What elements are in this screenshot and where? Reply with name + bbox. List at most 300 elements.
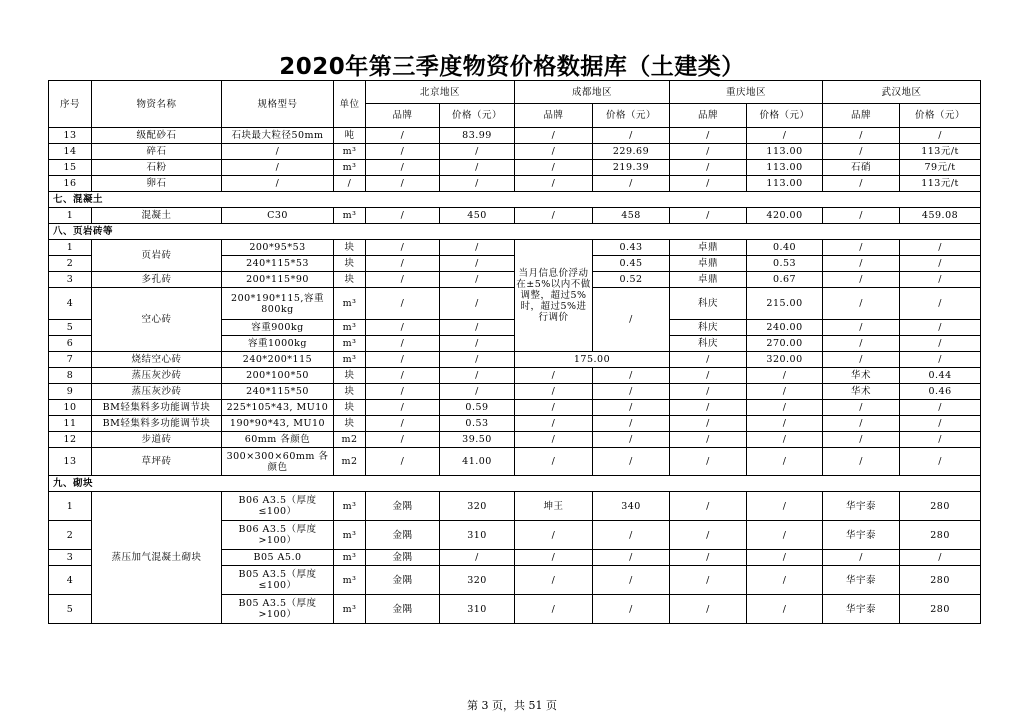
table-row: [49, 128, 981, 144]
brand-cell: /: [823, 144, 900, 160]
price-cell: /: [440, 240, 515, 256]
price-cell: /: [747, 492, 823, 521]
name-cell: 草坪砖: [92, 448, 222, 476]
name-cell: 多孔砖: [92, 272, 222, 288]
price-cell: /: [593, 288, 670, 352]
price-cell: /: [440, 160, 515, 176]
price-cell: 450: [440, 208, 515, 224]
price-cell: 175.00: [515, 352, 670, 368]
price-cell: 459.08: [900, 208, 981, 224]
brand-cell: /: [366, 384, 440, 400]
section-row: [49, 476, 981, 492]
price-cell: /: [440, 272, 515, 288]
name-cell: 步道砖: [92, 432, 222, 448]
brand-cell: /: [366, 160, 440, 176]
seq-cell: 5: [49, 320, 92, 336]
header-region-wuhan: 武汉地区: [823, 81, 981, 104]
spec-cell: 容重900kg: [222, 320, 334, 336]
unit-cell: m³: [334, 336, 366, 352]
price-cell: /: [593, 400, 670, 416]
price-cell: 113元/t: [900, 176, 981, 192]
unit-cell: m³: [334, 320, 366, 336]
price-cell: /: [900, 416, 981, 432]
brand-cell: /: [823, 550, 900, 566]
name-cell: 蒸压灰沙砖: [92, 368, 222, 384]
price-cell: /: [593, 521, 670, 550]
brand-cell: /: [670, 384, 747, 400]
unit-cell: /: [334, 176, 366, 192]
price-cell: /: [900, 320, 981, 336]
name-cell: 级配砂石: [92, 128, 222, 144]
brand-cell: 石硝: [823, 160, 900, 176]
unit-cell: 吨: [334, 128, 366, 144]
seq-cell: 13: [49, 128, 92, 144]
price-cell: 0.43: [593, 240, 670, 256]
price-cell: 0.45: [593, 256, 670, 272]
price-cell: /: [900, 336, 981, 352]
brand-cell: /: [366, 336, 440, 352]
price-cell: 320: [440, 492, 515, 521]
seq-cell: 13: [49, 448, 92, 476]
brand-cell: /: [366, 416, 440, 432]
price-cell: /: [747, 595, 823, 624]
brand-cell: /: [670, 160, 747, 176]
seq-cell: 8: [49, 368, 92, 384]
price-cell: 215.00: [747, 288, 823, 320]
name-cell: BM轻集料多功能调节块: [92, 400, 222, 416]
brand-cell: 科庆: [670, 288, 747, 320]
seq-cell: 11: [49, 416, 92, 432]
seq-cell: 4: [49, 566, 92, 595]
price-cell: 240.00: [747, 320, 823, 336]
brand-cell: /: [823, 288, 900, 320]
brand-cell: /: [366, 176, 440, 192]
header-price: 价格（元）: [900, 104, 981, 128]
section-row: [49, 192, 981, 208]
price-cell: /: [900, 128, 981, 144]
name-cell: 碎石: [92, 144, 222, 160]
unit-cell: m³: [334, 521, 366, 550]
unit-cell: 块: [334, 272, 366, 288]
price-cell: /: [593, 566, 670, 595]
brand-cell: 金隅: [366, 492, 440, 521]
brand-cell: /: [670, 144, 747, 160]
brand-cell: /: [670, 416, 747, 432]
spec-cell: 200*100*50: [222, 368, 334, 384]
price-cell: /: [747, 416, 823, 432]
unit-cell: 块: [334, 400, 366, 416]
spec-cell: 300×300×60mm 各颜色: [222, 448, 334, 476]
unit-cell: 块: [334, 240, 366, 256]
brand-cell: /: [515, 400, 593, 416]
price-cell: 0.59: [440, 400, 515, 416]
header-price: 价格（元）: [440, 104, 515, 128]
header-name: 物资名称: [92, 81, 222, 128]
seq-cell: 2: [49, 256, 92, 272]
price-cell: 0.67: [747, 272, 823, 288]
brand-cell: /: [670, 566, 747, 595]
brand-cell: /: [670, 400, 747, 416]
price-cell: /: [440, 288, 515, 320]
spec-cell: 200*95*53: [222, 240, 334, 256]
unit-cell: m³: [334, 595, 366, 624]
spec-cell: /: [222, 160, 334, 176]
seq-cell: 6: [49, 336, 92, 352]
brand-cell: /: [366, 128, 440, 144]
spec-cell: 240*115*50: [222, 384, 334, 400]
seq-cell: 7: [49, 352, 92, 368]
price-cell: /: [900, 256, 981, 272]
price-cell: /: [747, 448, 823, 476]
price-cell: 0.40: [747, 240, 823, 256]
unit-cell: m³: [334, 352, 366, 368]
price-cell: 420.00: [747, 208, 823, 224]
seq-cell: 14: [49, 144, 92, 160]
brand-cell: /: [515, 432, 593, 448]
header-brand: 品牌: [366, 104, 440, 128]
brand-cell: /: [515, 595, 593, 624]
unit-cell: m2: [334, 432, 366, 448]
brand-cell: /: [515, 566, 593, 595]
brand-cell: /: [366, 208, 440, 224]
price-cell: 310: [440, 521, 515, 550]
price-cell: /: [440, 176, 515, 192]
price-cell: 79元/t: [900, 160, 981, 176]
price-cell: /: [900, 448, 981, 476]
seq-cell: 10: [49, 400, 92, 416]
spec-cell: B05 A3.5（厚度≤100）: [222, 566, 334, 595]
brand-cell: /: [670, 492, 747, 521]
price-cell: /: [593, 448, 670, 476]
price-cell: /: [900, 272, 981, 288]
brand-cell: /: [366, 352, 440, 368]
brand-cell: /: [515, 144, 593, 160]
brand-cell: /: [670, 176, 747, 192]
spec-cell: B06 A3.5（厚度≤100）: [222, 492, 334, 521]
table-row: [49, 160, 981, 176]
table-row: [49, 144, 981, 160]
price-cell: 219.39: [593, 160, 670, 176]
spec-cell: /: [222, 144, 334, 160]
spec-cell: 225*105*43, MU10: [222, 400, 334, 416]
brand-cell: /: [366, 288, 440, 320]
brand-cell: /: [366, 432, 440, 448]
brand-cell: 坤王: [515, 492, 593, 521]
section-heading: 七、混凝土: [49, 192, 981, 208]
price-cell: 280: [900, 595, 981, 624]
header-brand: 品牌: [515, 104, 593, 128]
seq-cell: 15: [49, 160, 92, 176]
price-cell: /: [440, 352, 515, 368]
price-cell: /: [593, 368, 670, 384]
price-cell: 0.52: [593, 272, 670, 288]
brand-cell: /: [670, 352, 747, 368]
brand-cell: /: [670, 432, 747, 448]
price-cell: 83.99: [440, 128, 515, 144]
brand-cell: /: [670, 448, 747, 476]
brand-cell: 华宇泰: [823, 595, 900, 624]
header-region-chongqing: 重庆地区: [670, 81, 823, 104]
section-row: [49, 224, 981, 240]
spec-cell: 190*90*43, MU10: [222, 416, 334, 432]
price-cell: 39.50: [440, 432, 515, 448]
price-cell: /: [593, 176, 670, 192]
brand-cell: /: [366, 256, 440, 272]
name-cell: BM轻集料多功能调节块: [92, 416, 222, 432]
spec-cell: C30: [222, 208, 334, 224]
price-cell: /: [440, 384, 515, 400]
brand-cell: 金隅: [366, 595, 440, 624]
price-cell: /: [900, 288, 981, 320]
brand-cell: /: [823, 336, 900, 352]
brand-cell: /: [823, 256, 900, 272]
brand-cell: /: [515, 176, 593, 192]
table-row: [49, 448, 981, 476]
seq-cell: 16: [49, 176, 92, 192]
price-cell: /: [900, 352, 981, 368]
seq-cell: 12: [49, 432, 92, 448]
spec-cell: B05 A3.5（厚度>100）: [222, 595, 334, 624]
unit-cell: m³: [334, 144, 366, 160]
brand-cell: /: [823, 128, 900, 144]
price-cell: 229.69: [593, 144, 670, 160]
name-cell: 蒸压加气混凝土砌块: [92, 492, 222, 624]
table-row: [49, 416, 981, 432]
table-row: [49, 400, 981, 416]
price-cell: /: [440, 320, 515, 336]
table-row: [49, 208, 981, 224]
price-cell: 280: [900, 521, 981, 550]
seq-cell: 3: [49, 550, 92, 566]
price-cell: 270.00: [747, 336, 823, 352]
unit-cell: 块: [334, 416, 366, 432]
price-cell: /: [900, 432, 981, 448]
brand-cell: 金隅: [366, 566, 440, 595]
section-heading: 九、砌块: [49, 476, 981, 492]
seq-cell: 1: [49, 240, 92, 256]
price-cell: /: [900, 550, 981, 566]
brand-cell: /: [366, 368, 440, 384]
brand-cell: 金隅: [366, 521, 440, 550]
price-cell: 113.00: [747, 176, 823, 192]
unit-cell: 块: [334, 384, 366, 400]
price-cell: /: [593, 384, 670, 400]
brand-cell: 华宇泰: [823, 492, 900, 521]
brand-cell: /: [823, 240, 900, 256]
spec-cell: B05 A5.0: [222, 550, 334, 566]
name-cell: 蒸压灰沙砖: [92, 384, 222, 400]
name-cell: 石粉: [92, 160, 222, 176]
unit-cell: m³: [334, 550, 366, 566]
price-cell: 41.00: [440, 448, 515, 476]
price-cell: 0.44: [900, 368, 981, 384]
unit-cell: m³: [334, 160, 366, 176]
price-cell: 280: [900, 566, 981, 595]
seq-cell: 5: [49, 595, 92, 624]
spec-cell: B06 A3.5（厚度>100）: [222, 521, 334, 550]
header-spec: 规格型号: [222, 81, 334, 128]
name-cell: 空心砖: [92, 288, 222, 352]
brand-cell: /: [515, 521, 593, 550]
brand-cell: 华宇泰: [823, 521, 900, 550]
brand-cell: /: [366, 448, 440, 476]
header-brand: 品牌: [670, 104, 747, 128]
name-cell: 烧结空心砖: [92, 352, 222, 368]
brand-cell: /: [670, 521, 747, 550]
table-row: [49, 368, 981, 384]
header-row: [49, 81, 981, 104]
price-cell: /: [747, 400, 823, 416]
price-cell: 320.00: [747, 352, 823, 368]
price-cell: /: [747, 128, 823, 144]
price-cell: /: [747, 432, 823, 448]
price-cell: 310: [440, 595, 515, 624]
brand-cell: 科庆: [670, 336, 747, 352]
price-cell: /: [593, 550, 670, 566]
brand-cell: 卓鼎: [670, 240, 747, 256]
brand-cell: /: [670, 128, 747, 144]
brand-cell: /: [366, 272, 440, 288]
spec-cell: 240*115*53: [222, 256, 334, 272]
price-cell: 0.53: [440, 416, 515, 432]
brand-cell: 华术: [823, 368, 900, 384]
price-cell: /: [440, 256, 515, 272]
price-cell: /: [440, 336, 515, 352]
price-cell: 320: [440, 566, 515, 595]
brand-cell: /: [515, 416, 593, 432]
seq-cell: 2: [49, 521, 92, 550]
brand-cell: /: [670, 368, 747, 384]
table-row: [49, 492, 981, 521]
price-cell: /: [593, 595, 670, 624]
seq-cell: 1: [49, 492, 92, 521]
spec-cell: 60mm 各颜色: [222, 432, 334, 448]
header-unit: 单位: [334, 81, 366, 128]
unit-cell: 块: [334, 256, 366, 272]
header-price: 价格（元）: [593, 104, 670, 128]
brand-cell: /: [823, 432, 900, 448]
brand-cell: 华宇泰: [823, 566, 900, 595]
name-cell: 混凝土: [92, 208, 222, 224]
brand-cell: /: [823, 416, 900, 432]
brand-cell: /: [515, 448, 593, 476]
brand-cell: /: [823, 320, 900, 336]
brand-cell: /: [366, 144, 440, 160]
table-row: [49, 352, 981, 368]
price-cell: /: [440, 368, 515, 384]
price-cell: 280: [900, 492, 981, 521]
brand-cell: /: [515, 384, 593, 400]
unit-cell: m³: [334, 288, 366, 320]
brand-cell: /: [670, 595, 747, 624]
price-cell: /: [593, 128, 670, 144]
price-cell: /: [593, 432, 670, 448]
brand-cell: 金隅: [366, 550, 440, 566]
price-cell: /: [440, 550, 515, 566]
header-region-beijing: 北京地区: [366, 81, 515, 104]
brand-cell: /: [515, 208, 593, 224]
price-cell: /: [747, 521, 823, 550]
seq-cell: 9: [49, 384, 92, 400]
header-region-chengdu: 成都地区: [515, 81, 670, 104]
spec-cell: 容重1000kg: [222, 336, 334, 352]
unit-cell: 块: [334, 368, 366, 384]
brand-cell: /: [823, 448, 900, 476]
spec-cell: 200*190*115,容重800kg: [222, 288, 334, 320]
name-cell: 卵石: [92, 176, 222, 192]
price-cell: 340: [593, 492, 670, 521]
table-row: [49, 384, 981, 400]
price-cell: 0.46: [900, 384, 981, 400]
brand-cell: /: [823, 272, 900, 288]
brand-cell: /: [515, 550, 593, 566]
unit-cell: m³: [334, 566, 366, 595]
brand-cell: 科庆: [670, 320, 747, 336]
price-table: [48, 80, 981, 624]
seq-cell: 1: [49, 208, 92, 224]
price-cell: 0.53: [747, 256, 823, 272]
brand-cell: 华术: [823, 384, 900, 400]
spec-cell: /: [222, 176, 334, 192]
seq-cell: 4: [49, 288, 92, 320]
unit-cell: m³: [334, 208, 366, 224]
spec-cell: 240*200*115: [222, 352, 334, 368]
name-cell: 页岩砖: [92, 240, 222, 272]
brand-cell: /: [366, 240, 440, 256]
brand-cell: /: [823, 208, 900, 224]
brand-cell: /: [823, 352, 900, 368]
price-cell: 113元/t: [900, 144, 981, 160]
price-cell: /: [747, 368, 823, 384]
price-cell: 113.00: [747, 160, 823, 176]
page-footer: 第 3 页，共 51 页: [467, 699, 557, 712]
brand-cell: /: [515, 368, 593, 384]
brand-cell: /: [515, 160, 593, 176]
brand-cell: /: [515, 128, 593, 144]
unit-cell: m³: [334, 492, 366, 521]
brand-cell: /: [823, 400, 900, 416]
brand-cell: /: [366, 320, 440, 336]
price-cell: 113.00: [747, 144, 823, 160]
brand-cell: /: [670, 208, 747, 224]
price-cell: /: [747, 384, 823, 400]
header-seq: 序号: [49, 81, 92, 128]
price-cell: /: [440, 144, 515, 160]
brand-cell: 卓鼎: [670, 256, 747, 272]
table-row: [49, 432, 981, 448]
price-cell: /: [747, 566, 823, 595]
chengdu-note: 当月信息价浮动在±5%以内不做调整，超过5%时，超过5%进行调价: [515, 240, 593, 352]
spec-cell: 石块最大粒径50mm: [222, 128, 334, 144]
price-cell: 458: [593, 208, 670, 224]
unit-cell: m2: [334, 448, 366, 476]
table-row: [49, 176, 981, 192]
brand-cell: /: [670, 550, 747, 566]
price-cell: /: [593, 416, 670, 432]
seq-cell: 3: [49, 272, 92, 288]
header-brand: 品牌: [823, 104, 900, 128]
section-heading: 八、页岩砖等: [49, 224, 981, 240]
brand-cell: /: [366, 400, 440, 416]
header-price: 价格（元）: [747, 104, 823, 128]
price-cell: /: [900, 400, 981, 416]
brand-cell: /: [823, 176, 900, 192]
spec-cell: 200*115*90: [222, 272, 334, 288]
table-row: [49, 240, 981, 256]
price-cell: /: [747, 550, 823, 566]
page-title: 2020年第三季度物资价格数据库（土建类）: [279, 54, 745, 80]
brand-cell: 卓鼎: [670, 272, 747, 288]
